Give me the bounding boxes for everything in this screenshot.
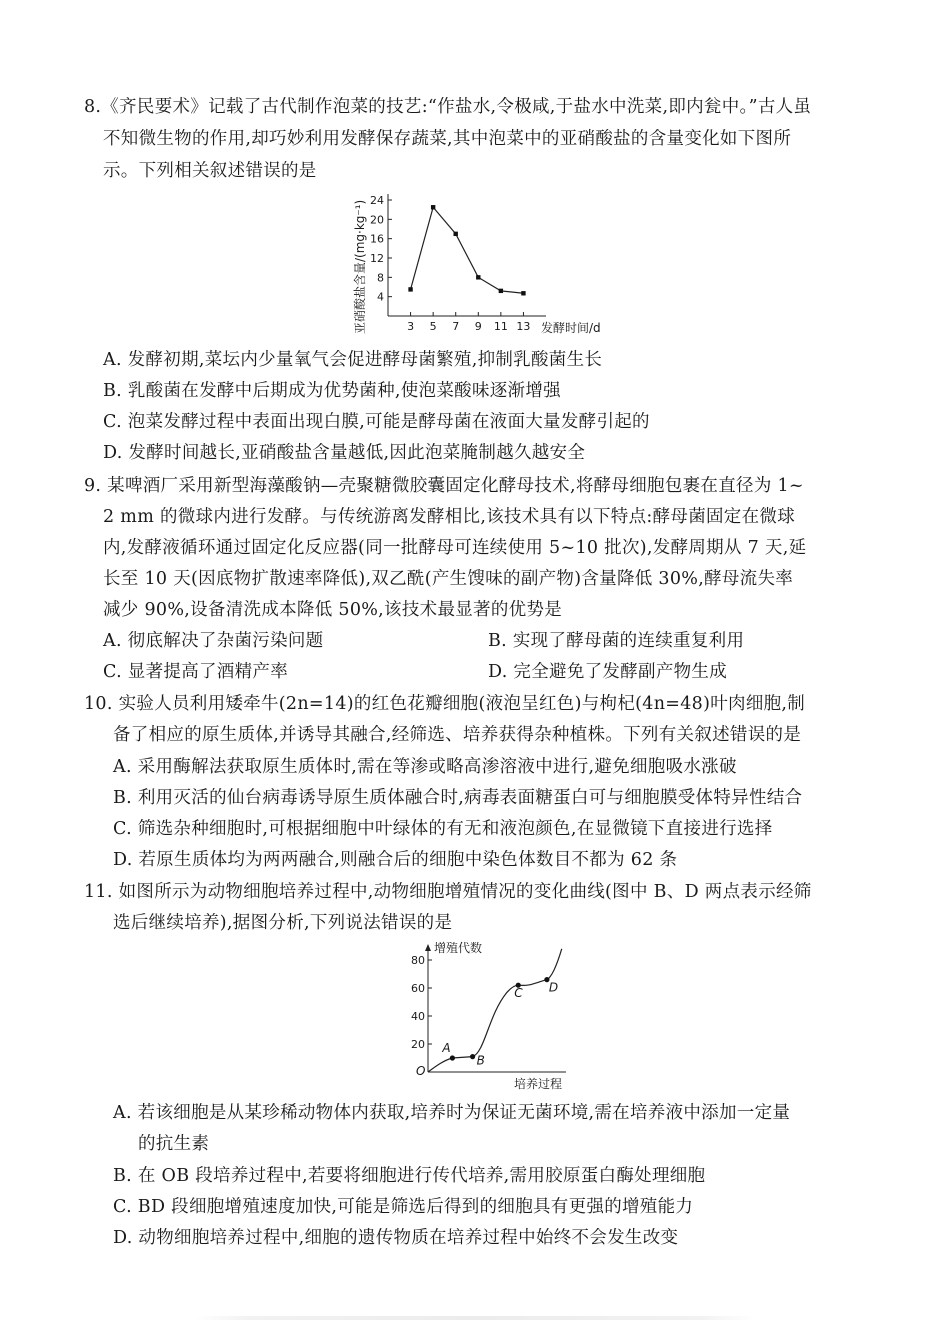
q9-stem-line2: 2 mm 的微球内进行发酵。与传统游离发酵相比,该技术具有以下特点:酵母菌固定在微球 bbox=[103, 507, 796, 527]
q11-stem-line2: 选后继续培养),据图分析,下列说法错误的是 bbox=[113, 913, 453, 933]
nitrite-series-line bbox=[411, 207, 524, 293]
q8-option-b[interactable]: B. 乳酸菌在发酵中后期成为优势菌种,使泡菜酸味逐渐增强 bbox=[103, 381, 561, 401]
nitrite-data-point bbox=[431, 205, 435, 209]
nitrite-chart bbox=[350, 186, 620, 346]
nitrite-y-tick-label: 4 bbox=[377, 290, 384, 304]
cell-point-label-b: B bbox=[476, 1053, 485, 1068]
q10-option-b[interactable]: B. 利用灭活的仙台病毒诱导原生质体融合时,病毒表面糖蛋白可与细胞膜受体特异性结合 bbox=[113, 788, 803, 808]
nitrite-x-tick-label: 7 bbox=[452, 320, 460, 333]
q10-stem-line2: 备了相应的原生质体,并诱导其融合,经筛选、培养获得杂种植株。下列有关叙述错误的是 bbox=[113, 725, 802, 745]
q8-option-d[interactable]: D. 发酵时间越长,亚硝酸盐含量越低,因此泡菜腌制越久越安全 bbox=[103, 443, 586, 463]
q9-option-d[interactable]: D. 完全避免了发酵副产物生成 bbox=[488, 662, 728, 682]
cell-point-a bbox=[450, 1055, 455, 1060]
cell-y-axis-arrow bbox=[425, 944, 431, 951]
q8-stem-line3: 示。下列相关叙述错误的是 bbox=[103, 161, 317, 181]
cell-y-tick-label: 20 bbox=[411, 1038, 425, 1051]
nitrite-y-tick-label: 20 bbox=[370, 213, 384, 227]
nitrite-y-tick-label: 8 bbox=[377, 271, 384, 285]
cell-chart-origin: O bbox=[416, 1064, 426, 1078]
nitrite-data-point bbox=[521, 291, 525, 295]
q11-option-c[interactable]: C. BD 段细胞增殖速度加快,可能是筛选后得到的细胞具有更强的增殖能力 bbox=[113, 1197, 694, 1217]
cell-proliferation-chart bbox=[408, 938, 568, 1098]
cell-y-tick-label: 60 bbox=[411, 982, 425, 995]
q10-option-a[interactable]: A. 采用酶解法获取原生质体时,需在等渗或略高渗溶液中进行,避免细胞吸水涨破 bbox=[113, 757, 737, 777]
cell-y-tick-label: 40 bbox=[411, 1010, 425, 1023]
q9-option-c[interactable]: C. 显著提高了酒精产率 bbox=[103, 662, 288, 682]
q9-stem-line5: 减少 90%,设备清洗成本降低 50%,该技术最显著的优势是 bbox=[103, 600, 563, 620]
nitrite-x-tick-label: 3 bbox=[407, 320, 415, 333]
nitrite-data-point bbox=[476, 275, 480, 279]
q11-option-a-line1[interactable]: A. 若该细胞是从某珍稀动物体内获取,培养时为保证无菌环境,需在培养液中添加一定量 bbox=[113, 1103, 791, 1123]
nitrite-data-point bbox=[454, 232, 458, 236]
q8-stem-line2: 不知微生物的作用,却巧妙利用发酵保存蔬菜,其中泡菜中的亚硝酸盐的含量变化如下图所 bbox=[103, 129, 792, 149]
nitrite-y-tick-label: 16 bbox=[370, 232, 384, 246]
nitrite-chart-svg bbox=[350, 186, 620, 342]
nitrite-y-tick-label: 12 bbox=[370, 252, 384, 265]
cell-proliferation-chart-svg bbox=[408, 938, 568, 1094]
q11-option-b[interactable]: B. 在 OB 段培养过程中,若要将细胞进行传代培养,需用胶原蛋白酶处理细胞 bbox=[113, 1166, 706, 1186]
cell-chart-xlabel: 培养过程 bbox=[514, 1077, 563, 1091]
q8-stem-line1: 8.《齐民要术》记载了古代制作泡菜的技艺:“作盐水,令极咸,于盐水中洗菜,即内瓮中。”古人虽 bbox=[84, 97, 812, 117]
nitrite-x-tick-label: 5 bbox=[429, 320, 437, 333]
nitrite-chart-ylabel: 亚硝酸盐含量/(mg·kg⁻¹) bbox=[353, 199, 367, 334]
nitrite-x-tick-label: 9 bbox=[474, 320, 482, 333]
q10-option-c[interactable]: C. 筛选杂种细胞时,可根据细胞中叶绿体的有无和液泡颜色,在显微镜下直接进行选择 bbox=[113, 819, 773, 839]
q11-option-a-line2[interactable]: 的抗生素 bbox=[138, 1134, 210, 1154]
q9-stem-line4: 长至 10 天(因底物扩散速率降低),双乙酰(产生馊味的副产物)含量降低 30%,酵母流失率 bbox=[103, 569, 794, 589]
nitrite-x-tick-label: 13 bbox=[516, 320, 531, 333]
q9-stem-line1: 9. 某啤酒厂采用新型海藻酸钠—壳聚糖微胶囊固定化酵母技术,将酵母细胞包裹在直径为 1~ bbox=[84, 476, 804, 496]
q10-stem-line1: 10. 实验人员利用矮牵牛(2n=14)的红色花瓣细胞(液泡呈红色)与枸杞(4n=48)叶肉细胞,制 bbox=[84, 694, 806, 714]
q11-stem-line1: 11. 如图所示为动物细胞培养过程中,动物细胞增殖情况的变化曲线(图中 B、D 两点表示经筛 bbox=[84, 882, 812, 902]
q10-option-d[interactable]: D. 若原生质体均为两两融合,则融合后的细胞中染色体数目不都为 62 条 bbox=[113, 850, 678, 870]
cell-chart-ylabel: 增殖代数 bbox=[434, 941, 483, 955]
cell-point-label-a: A bbox=[442, 1041, 451, 1055]
cell-y-tick-label: 80 bbox=[411, 954, 425, 967]
cell-point-label-c: C bbox=[514, 986, 523, 1001]
cell-point-label-d: D bbox=[548, 980, 559, 995]
nitrite-data-point bbox=[499, 289, 503, 293]
q11-option-d[interactable]: D. 动物细胞培养过程中,细胞的遗传物质在培养过程中始终不会发生改变 bbox=[113, 1228, 679, 1248]
q9-stem-line3: 内,发酵液循环通过固定化反应器(同一批酵母可连续使用 5~10 批次),发酵周期从 7 天,延 bbox=[103, 538, 807, 558]
nitrite-y-tick-label: 24 bbox=[370, 194, 384, 207]
nitrite-x-tick-label: 11 bbox=[493, 320, 508, 333]
q9-option-b[interactable]: B. 实现了酵母菌的连续重复利用 bbox=[488, 631, 745, 651]
cell-point-b bbox=[470, 1054, 475, 1059]
q8-option-a[interactable]: A. 发酵初期,菜坛内少量氧气会促进酵母菌繁殖,抑制乳酸菌生长 bbox=[103, 350, 603, 370]
footer-faint-line bbox=[195, 1316, 755, 1320]
q8-option-c[interactable]: C. 泡菜发酵过程中表面出现白膜,可能是酵母菌在液面大量发酵引起的 bbox=[103, 412, 650, 432]
nitrite-chart-xlabel: 发酵时间/d bbox=[541, 321, 601, 335]
q9-option-a[interactable]: A. 彻底解决了杂菌污染问题 bbox=[103, 631, 324, 651]
nitrite-data-point bbox=[408, 287, 412, 291]
